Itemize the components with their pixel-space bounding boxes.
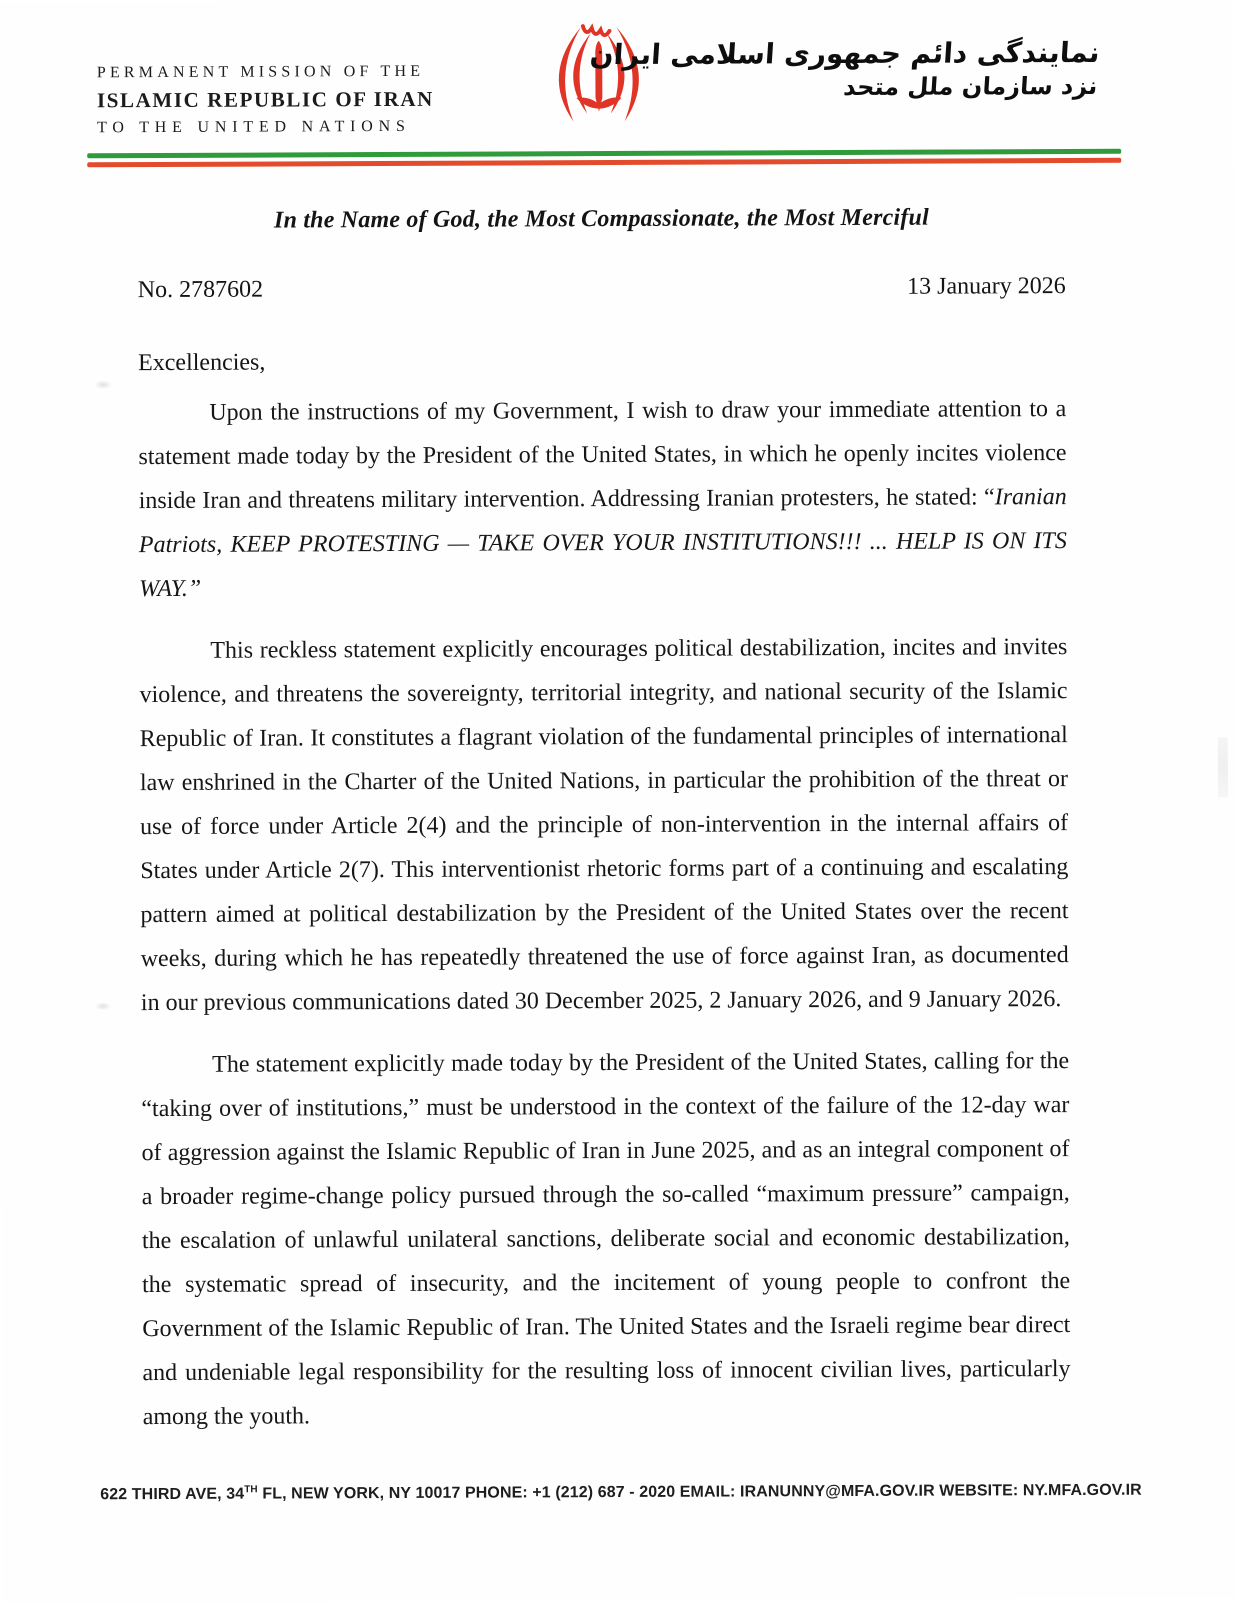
meta-row xyxy=(138,273,1066,304)
mission-line-2: ISLAMIC REPUBLIC OF IRAN xyxy=(96,86,434,113)
reference-number: No. 2787602 xyxy=(137,276,264,304)
paragraph-2: This reckless statement explicitly encourages political destabilization, incites and invites violence, and threatens the sovereignty, territorial integrity, and national security of the Islamic Republic of Iran. It constitutes a flagrant violation of the fundamental principles of international law enshrined in the Charter of the United Nations, in particular the prohibition of the threat or use of force under Article 2(4) and the principle of non-intervention in the internal affairs of States under Article 2(7). This interventionist rhetoric forms part of a continuing and escalating pattern aimed at political destabilization by the President of the United States over the recent weeks, during which he has repeatedly threatened the use of force against Iran, as documented in our previous communications dated 30 December 2025, 2 January 2026, and 9 January 2026. xyxy=(139,634,1069,1017)
persian-line-1: نمایندگی دائم جمهوری اسلامی ایران xyxy=(588,35,1101,72)
footer-address xyxy=(3,1481,1236,1504)
scan-smudge xyxy=(95,1002,111,1010)
letter-body xyxy=(137,204,1070,1439)
scan-edge-artifact xyxy=(1218,737,1228,797)
address-superscript: TH xyxy=(244,1484,258,1496)
presidential-quote: Iranian Patriots, KEEP PROTESTING — TAKE OVER YOUR INSTITUTIONS!!! ... HELP IS ON ITS WAY. xyxy=(138,484,1067,603)
persian-line-2: نزد سازمان ملل متحد xyxy=(842,71,1099,102)
letter-date: 13 January 2026 xyxy=(907,273,1066,300)
mission-line-3: TO THE UNITED NATIONS xyxy=(97,117,411,137)
scan-smudge xyxy=(94,380,112,389)
mission-name-block xyxy=(97,63,434,137)
paragraph-3: The statement explicitly made today by the President of the United States, calling for the “taking over of institutions,” must be understood in the context of the failure of the 12-day war of aggression against the Islamic Republic of Iran in June 2025, and as an integral component of a broader regime-change policy pursued through the so-called “maximum pressure” campaign, the escalation of unlawful unilateral sanctions, deliberate social and economic destabilization, the systematic spread of insecurity, and the incitement of young people to confront the Government of the Islamic Republic of Iran. The United States and the Israeli regime bear direct and undeniable legal responsibility for the resulting loss of innocent civilian lives, particularly among the youth. xyxy=(141,1048,1071,1431)
paragraph-1-close-quote: ” xyxy=(187,575,202,602)
address-contact: FL, NEW YORK, NY 10017 PHONE: +1 (212) 687 - 2020 EMAIL: IRANUNNY@MFA.GOV.IR WEBSITE: NY.MFA.GOV.IR xyxy=(257,1481,1142,1503)
mission-line-1: PERMANENT MISSION OF THE xyxy=(96,62,425,82)
paragraph-1-lead: Upon the instructions of my Government, I wish to draw your immediate attention to a statement made today by the President of the United States, in which he openly incites violence inside Iran and threatens military intervention. Addressing Iranian protesters, he stated: “ xyxy=(138,396,1067,515)
letterhead xyxy=(0,0,1233,137)
persian-mission-name xyxy=(587,36,1101,102)
invocation-line: In the Name of God, the Most Compassionate, the Most Merciful xyxy=(273,204,929,234)
address-street: 622 THIRD AVE, 34 xyxy=(100,1485,245,1504)
tricolor-divider xyxy=(87,149,1121,168)
paragraph-1 xyxy=(138,387,1067,611)
salutation: Excellencies, xyxy=(138,349,266,377)
